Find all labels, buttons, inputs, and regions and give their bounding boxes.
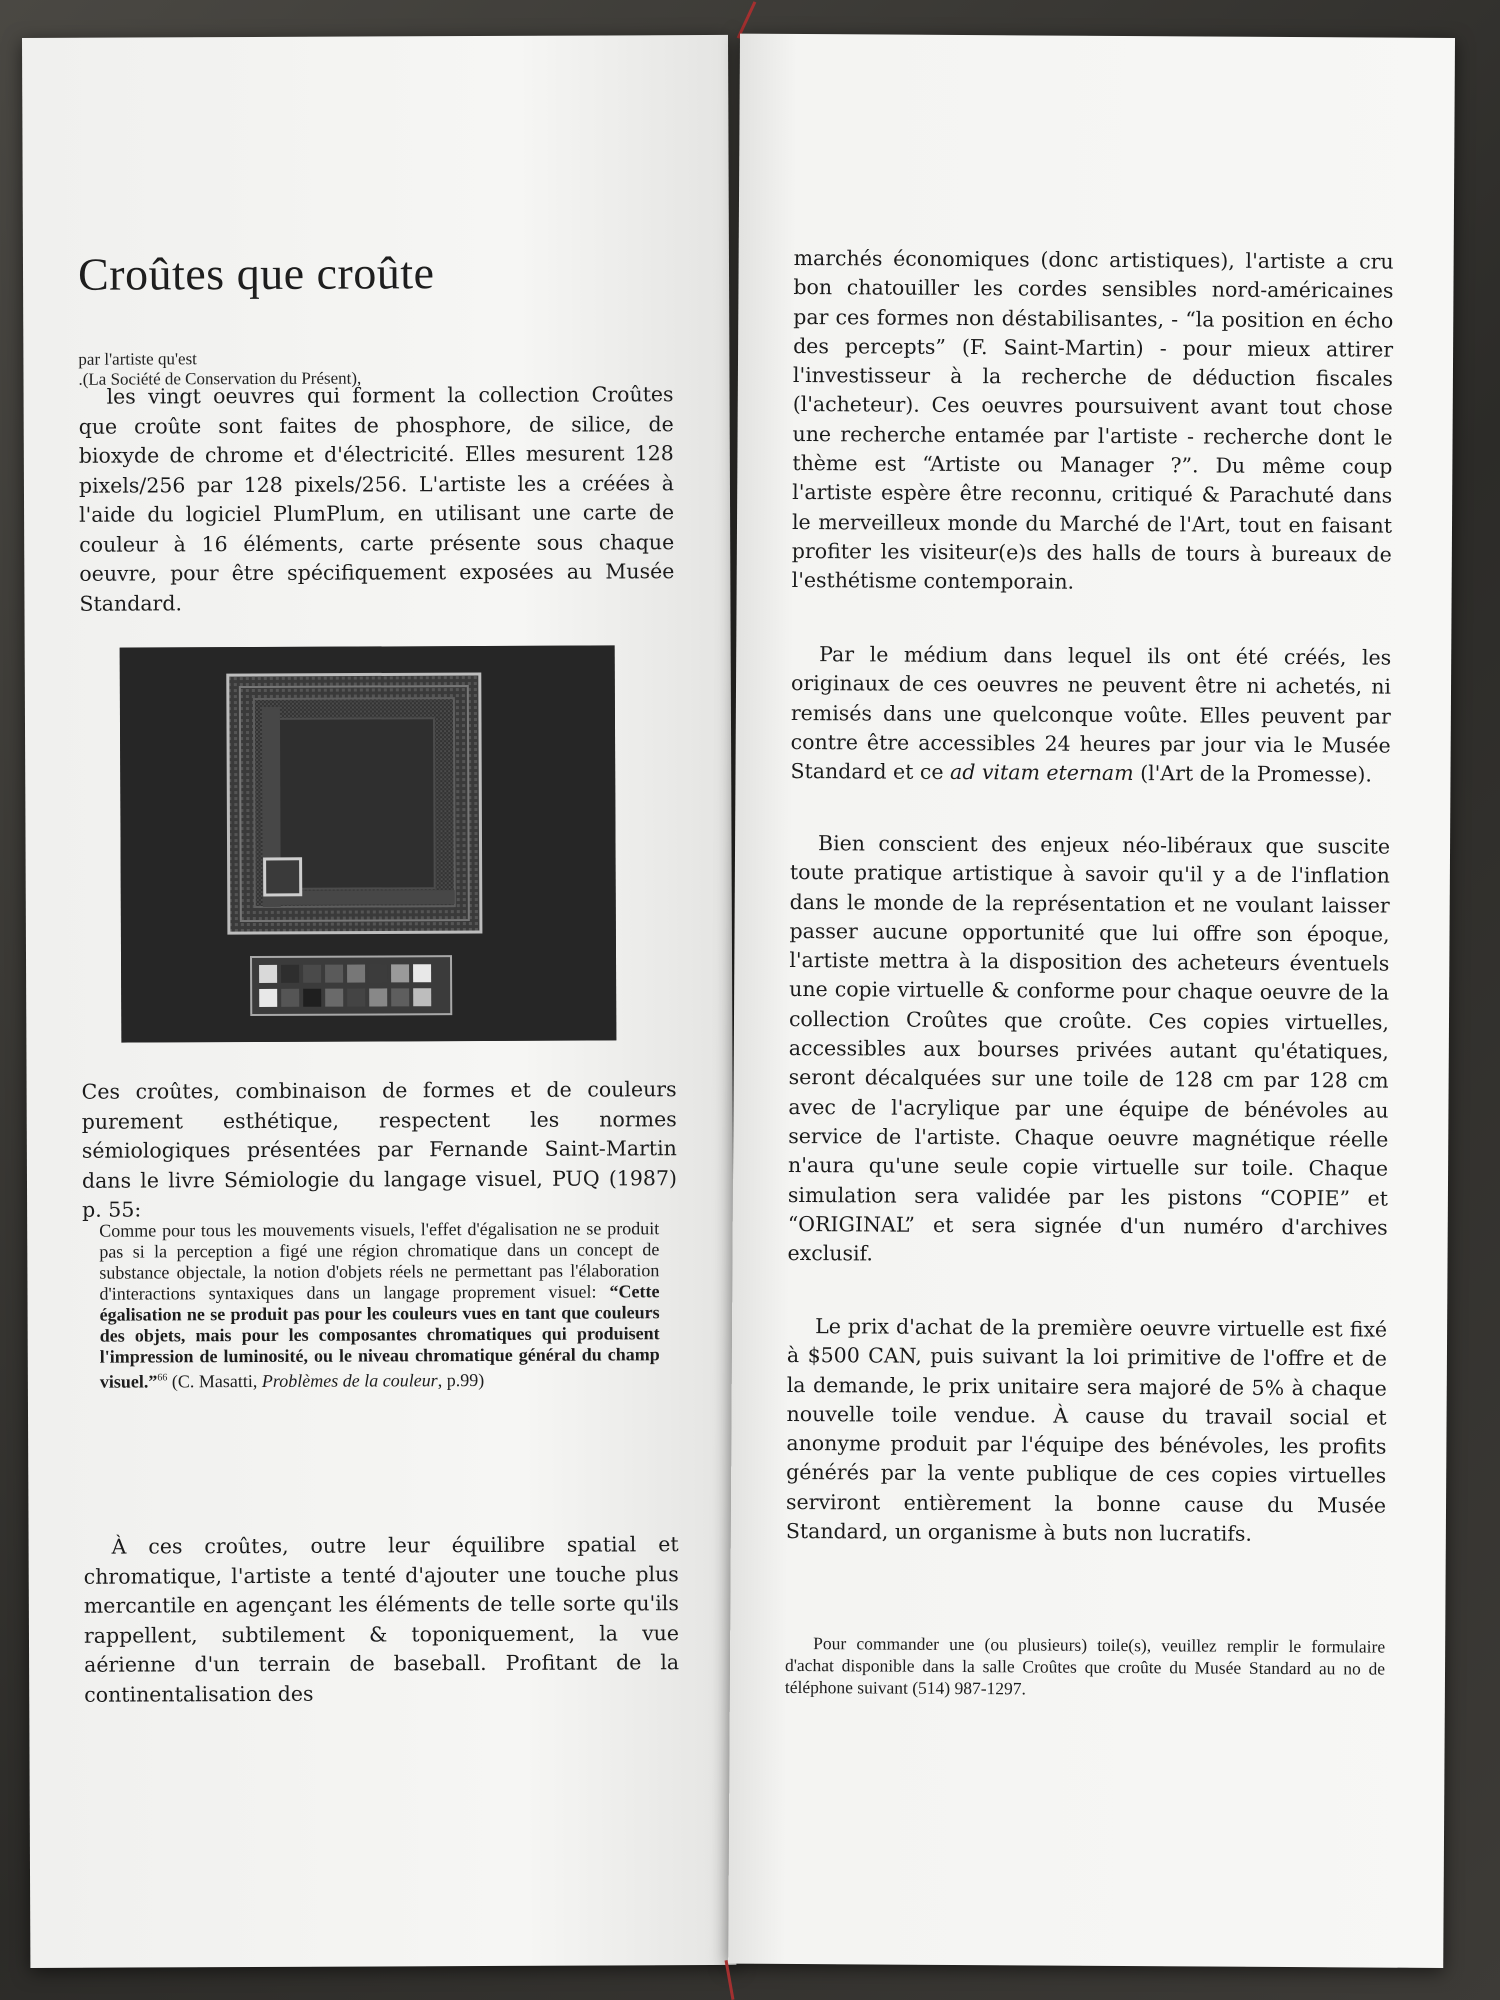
right-paragraph-4-text: Le prix d'achat de la première oeuvre virtuelle est fixé à $500 CAN, puis suivant la loi primitive de l'offre et de la demande, le prix unitaire sera majoré de 5% à chaque nouvelle toile vendue. À cause du travail social et anonyme produit par l'équipe des bénévoles, les profits générés par la vente publique de ces copies virtuelles serviront entièrement la bonne cause du Musée Standard, un organisme à buts non lucratifs. — [785, 1314, 1388, 1546]
byline-line-2: .(La Société de Conservation du Présent), — [78, 368, 362, 389]
citation-footnote: 66 — [157, 1372, 168, 1384]
right-paragraph-2-text-a: Par le médium dans lequel ils ont été créés, les originaux de ces oeuvres ne peuvent être ni achetés, ni remisés dans une quelconque voûte. Elles peuvent par contre être accessibles 24 heures par jour via le Musée Standard et ce — [790, 642, 1392, 785]
right-paragraph-1-text: marchés économiques (donc artistiques), l'artiste a cru bon chatouiller les cordes sensibles nord-américaines par ces formes non déstabilisantes, - “la position en écho des percepts” (F. Saint-Martin) - pour mieux attirer l'investisseur à la recherche de déduction fiscales (l'acheteur). Ces oeuvres poursuivent avant tout chose une recherche entamée par l'artiste - recherche dont le thème est “Artiste ou Manager ?”. Du même coup l'artiste espère être reconnu, critiqué & Parachuté dans le merveilleux monde du Marché de l'Art, tout en faisant profiter les visiteur(e)s des halls de tours à bureaux de l'esthétisme contemporain. — [791, 245, 1394, 594]
right-page — [728, 34, 1455, 1968]
order-note — [785, 1632, 1385, 1702]
right-paragraph-3-text: Bien conscient des enjeux néo-libéraux que suscite toute pratique artistique à savoir qu'il y a de l'inflation dans le monde de la représentation et ne voulant laisser passer aucune opportunité que lui offre son époque, l'artiste mettra à la disposition des acheteurs éventuels une copie virtuelle & conforme pour chaque oeuvre de la collection Croûtes que croûte. Ces copies virtuelles, accessibles aux bourses privées autant qu'étatiques, seront décalquées sur une toile de 128 cm par 128 cm avec de l'acrylique par une équipe de bénévoles au service de l'artiste. Chaque oeuvre magnétique réelle n'aura qu'une seule copie virtuelle sur toile. Chaque simulation sera validée par les pistons “COPIE” et “ORIGINAL” et sera signée d'un numéro d'archives exclusif. — [787, 831, 1391, 1266]
right-paragraph-2-text-b: (l'Art de la Promesse). — [1133, 761, 1373, 787]
left-page — [22, 35, 736, 1968]
right-paragraph-4 — [786, 1312, 1387, 1550]
byline-line-1: par l'artiste qu'est — [78, 349, 197, 369]
order-note-text: Pour commander une (ou plusieurs) toile(s), veuillez remplir le formulaire d'achat disponible dans la salle Croûtes que croûte du Musée Standard au no de téléphone suivant (514) 987-1297. — [784, 1633, 1386, 1699]
artwork-home-plate — [265, 859, 301, 895]
left-paragraph-2 — [82, 1075, 678, 1225]
left-paragraph-1-text: les vingt oeuvres qui forment la collection Croûtes que croûte sont faites de phosphore, de silice, de bioxyde de chrome et d'électricité. Elles mesurent 128 pixels/256 par 128 pixels/256. L'artiste les a créées à l'aide du logiciel PlumPlum, en utilisant une carte de couleur à 16 éléments, carte présente sous chaque oeuvre, pour être spécifiquement exposées au Musée Standard. — [78, 382, 675, 616]
citation-bold: “Cette égalisation ne se produit pas pour les couleurs vues en tant que couleurs des objets, mais pour les composantes chromatiques qui produisent l'impression de luminosité, ou le niveau chromatique général du champ visuel.” — [99, 1281, 660, 1392]
citation-book: Problèmes de la couleur — [261, 1370, 438, 1391]
pixel-artwork-image — [120, 645, 617, 1042]
booklet-spread — [22, 38, 1470, 1968]
right-paragraph-1 — [792, 244, 1394, 599]
right-paragraph-2-italic: ad vitam eternam — [949, 760, 1134, 786]
citation-page: , p.99) — [437, 1369, 485, 1391]
right-paragraph-3 — [787, 829, 1390, 1272]
right-paragraph-2 — [790, 640, 1391, 790]
pixel-artwork-svg — [120, 645, 617, 1042]
article-title: Croûtes que croûte — [77, 247, 435, 300]
left-paragraph-2-text: Ces croûtes, combinaison de formes et de couleurs purement esthétique, respectent les normes sémiologiques présentées par Fernande Saint-Martin dans le livre Sémiologie du langage visuel, PUQ (1987) p. 55: — [81, 1077, 678, 1222]
left-paragraph-1 — [79, 380, 675, 619]
citation-block — [99, 1218, 660, 1392]
citation-plain: Comme pour tous les mouvements visuels, l'effet d'égalisation ne se produit pas si la perception a figé une région chromatique dans un concept de substance objectale, la notion d'objets réels ne permettant pas l'élaboration d'interactions syntaxiques dans un langage proprement visuel: — [99, 1218, 660, 1304]
citation-source: (C. Masatti, — [171, 1370, 258, 1392]
left-paragraph-3 — [84, 1530, 680, 1710]
left-paragraph-3-text: À ces croûtes, outre leur équilibre spatial et chromatique, l'artiste a tenté d'ajouter une touche plus mercantile en agençant les éléments de telle sorte qu'ils rappellent, subtilement & toponiquement, la vue aérienne d'un terrain de baseball. Profitant de la continentalisation des — [83, 1532, 680, 1707]
